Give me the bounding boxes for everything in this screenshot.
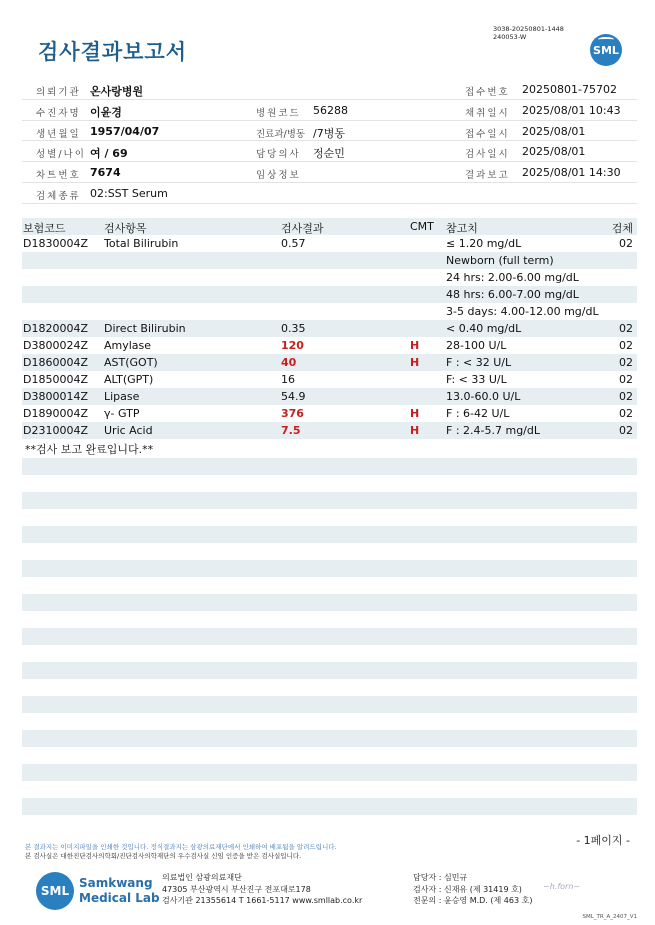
cell-result: 0.57 [281,237,306,250]
value-specimen-type: 02:SST Serum [90,186,168,200]
report-title: 검사결과보고서 [38,40,188,64]
footer-address: 의료법인 삼광의료재단 47305 부산광역시 부산진구 전포대로178 검사기관 21355614 T 1661-5117 www.smllab.co.kr [162,873,363,905]
info-row [22,141,637,162]
label-department: 진료과/병동 [256,128,306,140]
empty-band [22,560,637,577]
results-table [22,218,637,439]
info-row [22,79,637,100]
cell-item: Lipase [104,390,140,403]
empty-band [22,628,637,645]
header-result: 검사결과 [281,222,324,235]
cell-result: 7.5 [281,424,301,437]
value-receipt-time: 2025/08/01 [522,124,586,138]
label-receipt-time: 접수일시 [465,128,510,140]
value-requester: 온사랑병원 [90,85,144,98]
label-doctor: 담당의사 [256,149,301,161]
cell-specimen: 02 [619,373,633,386]
cell-result: 0.35 [281,322,306,335]
cell-result: 54.9 [281,390,306,403]
table-row [22,388,637,405]
value-report-time: 2025/08/01 14:30 [522,166,621,180]
label-report-time: 결과보고 [465,170,510,182]
cell-item: Total Bilirubin [104,237,179,250]
info-row [22,183,637,204]
cell-reference: Newborn (full term) [446,254,554,267]
cell-reference: 24 hrs: 2.00-6.00 mg/dL [446,271,579,284]
label-receipt-no: 접수번호 [465,87,510,98]
header-code: 보험코드 [23,222,66,235]
cell-reference: ≤ 1.20 mg/dL [446,237,522,250]
cell-code: D1820004Z [23,322,88,335]
cell-specimen: 02 [619,356,633,369]
value-department: /7병동 [313,126,345,140]
label-collection-time: 채취일시 [465,107,510,119]
empty-band [22,696,637,713]
empty-band [22,492,637,509]
cell-reference: F: < 33 U/L [446,373,507,386]
header-specimen: 검체 [611,222,633,235]
value-receipt-no: 20250801-75702 [522,83,617,96]
label-specimen-type: 검체종류 [36,190,81,202]
value-test-time: 2025/08/01 [522,145,586,159]
empty-band [22,458,637,475]
info-row [22,162,637,183]
cell-result: 120 [281,339,304,352]
cell-code: D1830004Z [23,237,88,250]
end-note: **검사 보고 완료입니다.** [25,443,154,456]
empty-row-bands [22,458,637,832]
cell-result: 376 [281,407,304,420]
table-row [22,286,637,303]
cell-code: D3800014Z [23,390,88,403]
page-number: - 1페이지 - [576,834,630,847]
empty-band [22,798,637,815]
cell-specimen: 02 [619,339,633,352]
value-sex-age: 여 / 69 [90,147,128,161]
empty-band [22,594,637,611]
cell-flag: H [410,407,420,420]
header-cmt: CMT [410,220,434,233]
cell-code: D1850004Z [23,373,88,386]
cell-reference: 3-5 days: 4.00-12.00 mg/dL [446,305,599,318]
cell-specimen: 02 [619,407,633,420]
table-row [22,252,637,269]
label-birthdate: 생년월일 [36,128,81,140]
header-item: 검사항목 [104,222,147,235]
disclaimer-certification: 본 검사실은 대한진단검사의학회/진단검사의학재단의 우수검사실 신임 인증을 받은 검사실입니다. [25,852,302,860]
empty-band [22,730,637,747]
form-code: SML_TR_A_2407_V1 [582,914,637,920]
table-row [22,235,637,252]
label-patient-name: 수진자명 [36,107,81,119]
cell-result: 16 [281,373,295,386]
cell-item: Direct Bilirubin [104,322,186,335]
cell-specimen: 02 [619,390,633,403]
empty-band [22,764,637,781]
table-row [22,269,637,286]
cell-specimen: 02 [619,424,633,437]
footer-staff: 담당자 : 심민규 검사자 : 신재유 (제 31419 호) 전문의 : 윤승영 M.D. (제 463 호) [413,873,533,905]
cell-reference: F : < 32 U/L [446,356,512,369]
results-header [22,218,637,235]
footer-logo: SML [36,872,74,910]
label-hospital-code: 병원코드 [256,107,301,119]
cell-specimen: 02 [619,322,633,335]
logo-arc-icon [598,37,614,42]
value-doctor: 정순민 [313,147,345,161]
cell-reference: < 0.40 mg/dL [446,322,522,335]
table-row [22,303,637,320]
cell-code: D2310004Z [23,424,88,437]
label-sex-age: 성별/나이 [36,149,86,161]
footer-brand: Samkwang Medical Lab [79,876,160,905]
value-birthdate: 1957/04/07 [90,124,160,138]
table-row [22,320,637,337]
cell-code: D1860004Z [23,356,88,369]
info-row [22,121,637,142]
patient-info [22,79,637,204]
cell-reference: 48 hrs: 6.00-7.00 mg/dL [446,288,579,301]
cell-flag: H [410,424,420,437]
cell-code: D3800024Z [23,339,88,352]
result-rows [22,235,637,439]
cell-result: 40 [281,356,297,369]
label-clinical-info: 임상정보 [256,170,301,182]
label-chart-no: 차트번호 [36,170,81,182]
cell-item: Amylase [104,339,152,352]
info-row [22,100,637,121]
table-row [22,422,637,439]
label-requester: 의뢰기관 [36,87,81,98]
cell-item: Uric Acid [104,424,153,437]
table-row [22,354,637,371]
empty-band [22,526,637,543]
document-id: 3038-20250801-1448 240053-W [493,25,564,41]
disclaimer-image: 본 결과지는 이미지파일을 인쇄한 것입니다. 정식결과지는 삼광의료재단에서 인쇄하여 배포됨을 알려드립니다. [25,843,337,851]
sml-logo: SML [590,34,622,66]
value-hospital-code: 56288 [313,103,348,117]
cell-item: AST(GOT) [104,356,158,369]
cell-specimen: 02 [619,237,633,250]
value-collection-time: 2025/08/01 10:43 [522,103,621,117]
cell-code: D1890004Z [23,407,88,420]
header-reference: 참고치 [446,222,478,235]
cell-flag: H [410,339,420,352]
cell-reference: 13.0-60.0 U/L [446,390,521,403]
label-test-time: 검사일시 [465,149,510,161]
table-row [22,371,637,388]
cell-reference: F : 2.4-5.7 mg/dL [446,424,540,437]
cell-reference: F : 6-42 U/L [446,407,510,420]
table-row [22,337,637,354]
value-patient-name: 이윤경 [90,105,122,119]
value-chart-no: 7674 [90,166,121,180]
cell-flag: H [410,356,420,369]
cell-reference: 28-100 U/L [446,339,507,352]
signature-icon: ~h.forn~ [543,882,581,891]
cell-item: γ- GTP [104,407,140,420]
cell-item: ALT(GPT) [104,373,154,386]
table-row [22,405,637,422]
empty-band [22,662,637,679]
